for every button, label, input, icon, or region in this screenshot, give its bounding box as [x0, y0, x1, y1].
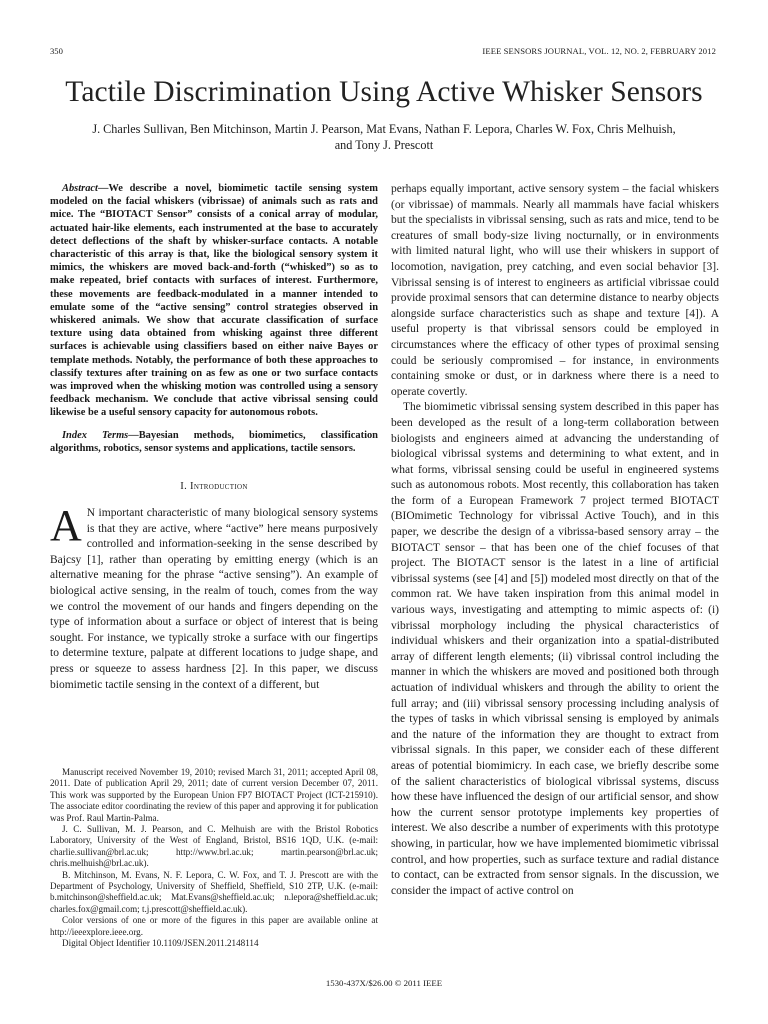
introduction-paragraph: [50, 501, 378, 693]
footnote-doi: Digital Object Identifier 10.1109/JSEN.2011.2148114: [62, 938, 259, 949]
abstract: [50, 182, 378, 420]
footnote-affiliation-bristol: J. C. Sullivan, M. J. Pearson, and C. Melhuish are with the Bristol Robotics Laboratory, University of the West of England, Bristol, BS16 1QD, U.K. (e-mail: charlie.sullivan@brl.ac.uk; http://www.brl.ac.uk; martin.pearson@brl.ac.uk; chris.melhuish@brl.ac.uk).: [50, 824, 378, 869]
section-title: Introduction: [190, 481, 248, 493]
index-terms: [50, 429, 378, 455]
copyright-footer: 1530-437X/$26.00 © 2011 IEEE: [325, 978, 443, 988]
abstract-text: —We describe a novel, biomimetic tactile sensing system modeled on the facial whiskers (vibrissae) of animals such as rats and mice. The “BIOTACT Sensor” consists of a conical array of modular, actuated hair-like elements, each instrumented at the base to accurately detect deflections of the shaft by whisker-surface contacts. A notable characteristic of this array is that, like the biological sensory system it mimics, the whiskers are moved back-and-forth (“whisked”) so as to make repeated, brief contacts with surfaces of interest. Furthermore, these movements are feedback-modulated in a manner intended to emulate some of the “active sensing” control strategies observed in whiskered animals. We show that accurate classification of surface texture using data obtained from whisking against three different surfaces is achievable using classifiers based on either naive Bayes or template methods. Notably, the performance of both these approaches to classify textures after training on as few as one or two surface contacts was improved when the whisking motion was controlled using a sensory feedback mechanism. We conclude that active vibrissal sensing could likewise be a useful sensory capacity for autonomous robots.: [50, 183, 378, 419]
journal-header: IEEE SENSORS JOURNAL, VOL. 12, NO. 2, FEBRUARY 2012: [482, 46, 716, 56]
section-heading-introduction: [50, 481, 378, 492]
abstract-label: Abstract: [62, 183, 98, 194]
footnote-affiliation-sheffield: B. Mitchinson, M. Evans, N. F. Lepora, C. W. Fox, and T. J. Prescott are with the Department of Psychology, University of Sheffield, Sheffield, S10 2TP, U.K. (e-mail: b.mitchinson@sheffield.ac.uk; Mat.Evans@sheffield.ac.uk; n.lepora@sheffield.ac.uk; charles.fox@gmail.com; t.j.prescott@sheffield.ac.uk).: [50, 869, 378, 914]
section-number: I.: [180, 481, 188, 493]
left-column: [50, 182, 378, 693]
index-terms-text: —Bayesian methods, biomimetics, classification algorithms, robotics, sensor systems and applications, tactile sensors.: [50, 429, 378, 454]
introduction-text: N important characteristic of many biological sensory systems is that they are active, where “active” here means purposively controlled and information-seeking in the sense described by Bajcsy [1], rather than operating by emitting energy (which is an alternative meaning for the phrase “active sensing”). An example of biological active sensing, in the realm of touch, comes from the way we control the movement of our hands and fingers depending on the type of information about a surface or object of interest that is being sought. For instance, we typically stroke a surface with our fingertips to determine texture, palpate at different locations to judge shape, and press or squeeze to assess hardness [2]. In this paper, we discuss biomimetic tactile sensing in the context of a different, but: [50, 507, 378, 691]
footnote-manuscript: Manuscript received November 19, 2010; revised March 31, 2011; accepted April 08, 2011. Date of publication April 29, 2011; date of current version December 07, 2011. This work was supported by the European Union FP7 BIOTACT Project (ICT-215910). The associate editor coordinating the review of this paper and approving it for publication was Prof. Raul Martin-Palma.: [50, 767, 378, 823]
right-paragraph-2: The biomimetic vibrissal sensing system described in this paper has been developed as the result of a long-term collaboration between biologists and engineers aimed at advancing the understanding of biological vibrissal systems and determining to what extent, and in what forms, vibrissal sensing could be useful in engineered systems such as autonomous robots. Most recently, this collaboration has taken the form of a European Framework 7 project termed BIOTACT (BIOmimetic Technology for vibrissal Active Touch), and in this paper, we describe the design of a vibrissa-based sensory array – the BIOTACT sensor – that has been one of the chief focuses of that project. The BIOTACT sensor is the latest in a line of artificial vibrissal systems (see [4] and [5]) modeled most directly on that of the common rat. We have taken inspiration from this animal model in various ways, investigating and attempting to mimic aspects of: (i) vibrissal morphology including the physical characteristics of individual whiskers and their organization into a spatial-distributed array of different length elements; (ii) vibrissal control including the manner in which the whiskers are moved and positioned both through actuation of individual whiskers and through the ability to orient the full array; and (iii) vibrissal sensory processing including analysis of the types of tasks in which vibrissal sensing is employed by animals and the nature of the information they are thought to extract from vibrissal signals. In this paper, we consider each of these different areas of potential biomimicry. In each case, we briefly describe some of the salient characteristics of biological vibrissal systems, discuss how these have influenced the design of our artificial sensor, and show how the current sensor prototype implements key properties of interest. We also describe a number of experiments with this prototype showing, in particular, how we have implemented biomimetic vibrissal control, and how properties, such as surface texture and radial distance to contact, can be extracted from sensor signals. In the discussion, we consider the impact of active control on: [391, 401, 719, 897]
right-column: [391, 182, 719, 899]
index-terms-label: Index Terms: [62, 429, 129, 441]
paper-title: Tactile Discrimination Using Active Whisker Sensors: [65, 76, 703, 108]
drop-cap: A: [50, 501, 82, 551]
footnotes: [50, 767, 378, 950]
footnote-color-versions: Color versions of one or more of the figures in this paper are available online at http://ieeexplore.ieee.org.: [50, 915, 378, 937]
page-number: 350: [50, 46, 63, 56]
right-paragraph-1: perhaps equally important, active sensory system – the facial whiskers (or vibrissae) of mammals. Nearly all mammals have facial whiskers but the specialists in vibrissal sensing, such as rats and mice, tend to be creatures of small body-size living nocturnally, or in environments with limited natural light, who will use their whiskers in support of locomotion, navigation, prey catching, and even social behavior [3]. Vibrissal sensing is of interest to engineers as artificial vibrissae could provide proximal sensors that can determine distance to nearby objects alongside surface characteristics such as shape and texture [4]). A useful property is that vibrissal sensors could be employed in circumstances where the efficacy of other types of proximal sensing could be seriously compromised – for instance, in environments containing smoke or dust, or in darkness where there is a need to operate covertly.: [391, 183, 719, 398]
author-list: J. Charles Sullivan, Ben Mitchinson, Martin J. Pearson, Mat Evans, Nathan F. Lepora, Charles W. Fox, Chris Melhuish, and Tony J. Prescott: [92, 122, 676, 152]
